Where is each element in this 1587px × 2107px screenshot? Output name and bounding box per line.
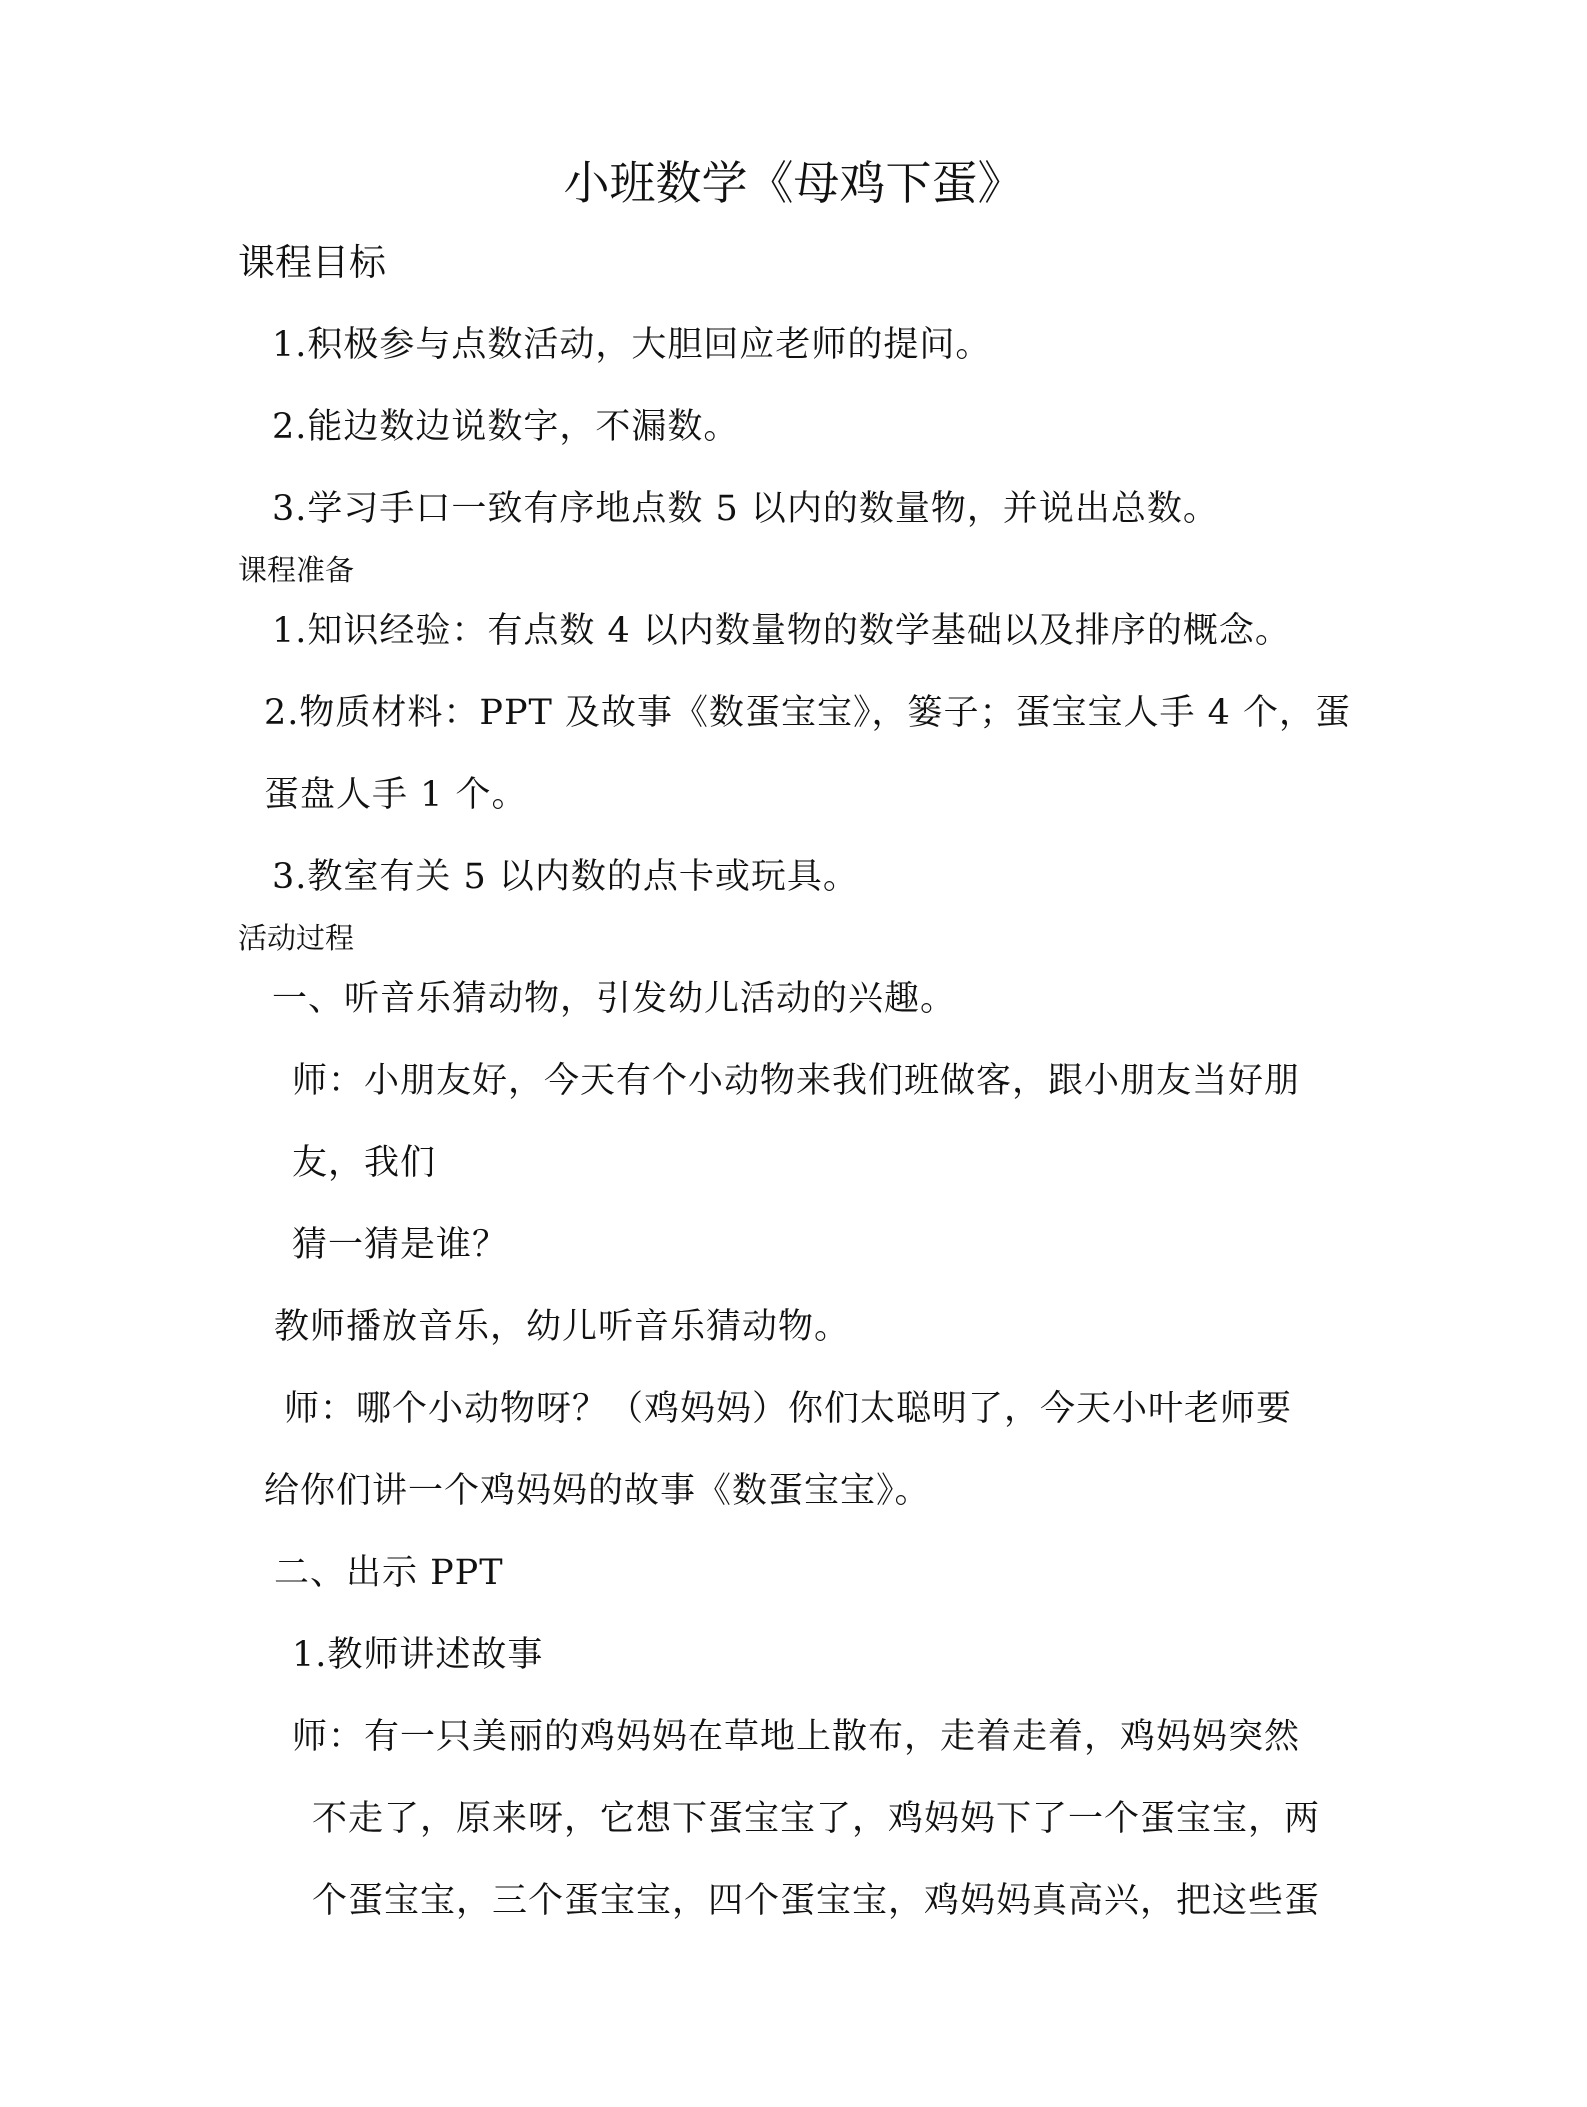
- process-substep-heading: 1.教师讲述故事: [292, 1635, 544, 1675]
- process-paragraph: 猜一猜是谁？: [292, 1225, 509, 1265]
- process-paragraph: 师：哪个小动物呀？（鸡妈妈）你们太聪明了，今天小叶老师要: [284, 1389, 1293, 1429]
- goal-item-2: 2.能边数边说数字，不漏数。: [272, 407, 740, 447]
- process-paragraph: 不走了，原来呀，它想下蛋宝宝了，鸡妈妈下了一个蛋宝宝，两: [312, 1799, 1321, 1839]
- section-heading-goals: 课程目标: [238, 241, 386, 284]
- document-title: 小班数学《母鸡下蛋》: [563, 156, 1024, 210]
- preparation-item-2-continued: 蛋盘人手 1 个。: [264, 775, 528, 815]
- preparation-item-1: 1.知识经验：有点数 4 以内数量物的数学基础以及排序的概念。: [272, 611, 1291, 651]
- process-paragraph: 个蛋宝宝，三个蛋宝宝，四个蛋宝宝，鸡妈妈真高兴，把这些蛋: [312, 1881, 1321, 1921]
- section-heading-preparation: 课程准备: [238, 553, 355, 587]
- section-heading-process: 活动过程: [238, 921, 355, 955]
- process-paragraph: 师：小朋友好，今天有个小动物来我们班做客，跟小朋友当好朋: [292, 1061, 1301, 1101]
- preparation-item-3: 3.教室有关 5 以内数的点卡或玩具。: [272, 857, 859, 897]
- goal-item-1: 1.积极参与点数活动，大胆回应老师的提问。: [272, 325, 992, 365]
- process-step-2-heading: 二、出示 PPT: [274, 1553, 504, 1593]
- process-paragraph: 师：有一只美丽的鸡妈妈在草地上散布，走着走着，鸡妈妈突然: [292, 1717, 1301, 1757]
- process-paragraph: 教师播放音乐，幼儿听音乐猜动物。: [274, 1307, 851, 1347]
- process-step-1-heading: 一、听音乐猜动物，引发幼儿活动的兴趣。: [272, 979, 957, 1019]
- goal-item-3: 3.学习手口一致有序地点数 5 以内的数量物，并说出总数。: [272, 489, 1219, 529]
- process-paragraph: 友，我们: [292, 1143, 437, 1183]
- preparation-item-2: 2.物质材料：PPT 及故事《数蛋宝宝》，篓子；蛋宝宝人手 4 个，蛋: [264, 693, 1351, 733]
- process-paragraph: 给你们讲一个鸡妈妈的故事《数蛋宝宝》。: [264, 1471, 931, 1511]
